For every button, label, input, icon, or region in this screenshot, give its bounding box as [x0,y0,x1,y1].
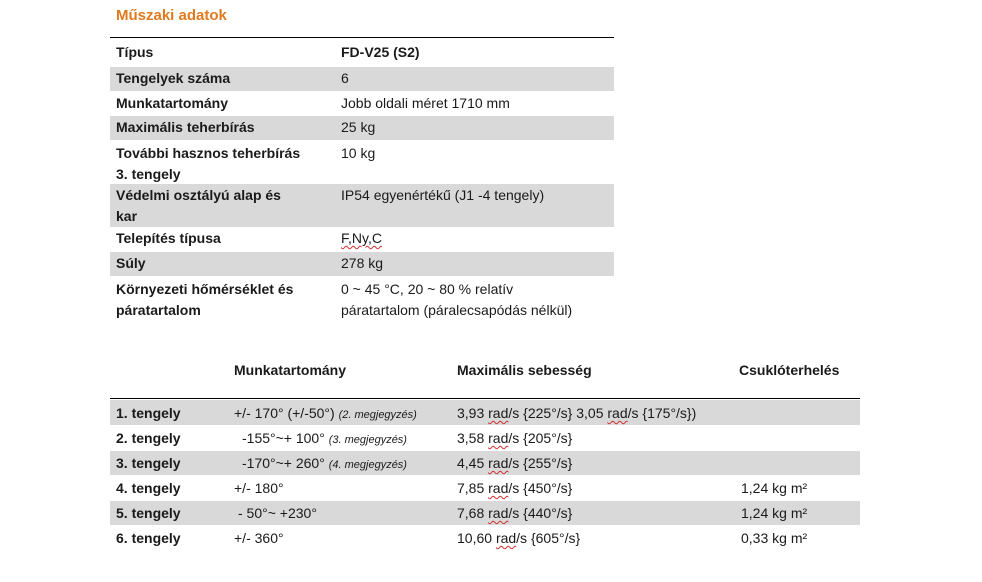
speed-num: 7,85 [457,480,489,496]
speed-rest: /s {175°/s}) [627,405,697,421]
axis-row-range: +/- 360° [234,530,284,546]
speed-unit: rad [495,530,517,546]
axis-row-speed [457,503,572,524]
speed-num: 3,58 [457,430,489,446]
axis-range-value: +/- 170° (+/-50°) [234,405,335,421]
axis-top-rule [110,398,860,399]
spec-row-value: IP54 egyenértékű (J1 -4 tengely) [341,187,545,203]
spec-header-value: FD-V25 (S2) [341,44,420,60]
speed-rest: /s {450°/s} [508,480,573,496]
spec-row-value: 25 kg [341,119,376,135]
axis-row-range [242,428,407,451]
spec-row-label: Súly [116,255,146,271]
axis-row-wrist: 1,24 kg m² [741,480,808,496]
axis-row-speed [457,528,580,549]
speed-unit: rad [488,480,509,496]
spec-row-label: További hasznos teherbírás [116,145,301,161]
axis-row-label: 3. tengely [116,455,181,471]
axis-row-speed [457,428,572,449]
section-title: Műszaki adatok [116,7,227,24]
spec-row-label: Maximális teherbírás [116,119,255,135]
speed-rest: /s {205°/s} [508,430,573,446]
axis-row-range [242,453,407,476]
speed-unit: rad [488,505,509,521]
spec-row-label: 3. tengely [116,166,181,182]
spec-row-value: Jobb oldali méret 1710 mm [341,95,510,111]
spec-row-label: Védelmi osztályú alap és [116,187,281,203]
spec-row-label: páratartalom [116,302,201,318]
spec-row-label: Tengelyek száma [116,70,231,86]
axis-header-range: Munkatartomány [234,362,347,378]
speed-num: 3,93 [457,405,489,421]
spec-row-value: 10 kg [341,145,376,161]
spec-row-value: 6 [341,70,349,86]
speed-num: 4,45 [457,455,489,471]
axis-range-note: (3. megjegyzés) [328,434,407,446]
speed-rest: /s {605°/s} [516,530,581,546]
axis-row-speed [457,453,572,474]
speed-unit: rad [488,405,509,421]
axis-row-range [234,403,417,426]
axis-row-speed [457,403,696,424]
speed-unit: rad [488,455,509,471]
spec-top-rule [110,37,614,38]
axis-range-value: -155°~+ 100° [242,430,325,446]
axis-row-wrist: 1,24 kg m² [741,505,808,521]
speed-rest: /s {440°/s} [508,505,573,521]
speed-num: 10,60 [457,530,496,546]
axis-range-note: (2. megjegyzés) [338,409,417,421]
axis-row-label: 4. tengely [116,480,181,496]
axis-row-label: 2. tengely [116,430,181,446]
spec-row-label: Munkatartomány [116,95,229,111]
axis-row-speed [457,478,572,499]
spec-row-label: Környezeti hőmérséklet és [116,281,294,297]
spec-row-value: páratartalom (páralecsapódás nélkül) [341,302,573,318]
axis-range-value: -170°~+ 260° [242,455,325,471]
speed-rest: /s {255°/s} [508,455,573,471]
speed-unit: rad [607,405,628,421]
axis-range-note: (4. megjegyzés) [328,459,407,471]
spec-row-value: 0 ~ 45 °C, 20 ~ 80 % relatív [341,281,514,297]
axis-row-wrist: 0,33 kg m² [741,530,808,546]
axis-header-wrist: Csuklóterhelés [739,362,840,378]
axis-header-speed: Maximális sebesség [457,362,592,378]
spec-row-value: 278 kg [341,255,384,271]
spec-row-label: Telepítés típusa [116,230,221,246]
axis-row-label: 6. tengely [116,530,181,546]
spec-row-value: F,Ny,C [341,230,382,246]
axis-row-label: 1. tengely [116,405,181,421]
speed-rest: /s {225°/s} 3,05 [508,405,608,421]
axis-row-range: +/- 180° [234,480,284,496]
axis-row-range: - 50°~ +230° [238,505,317,521]
speed-unit: rad [488,430,509,446]
spec-header-label: Típus [116,44,154,60]
spec-row-label: kar [116,208,138,224]
axis-row-label: 5. tengely [116,505,181,521]
speed-num: 7,68 [457,505,489,521]
